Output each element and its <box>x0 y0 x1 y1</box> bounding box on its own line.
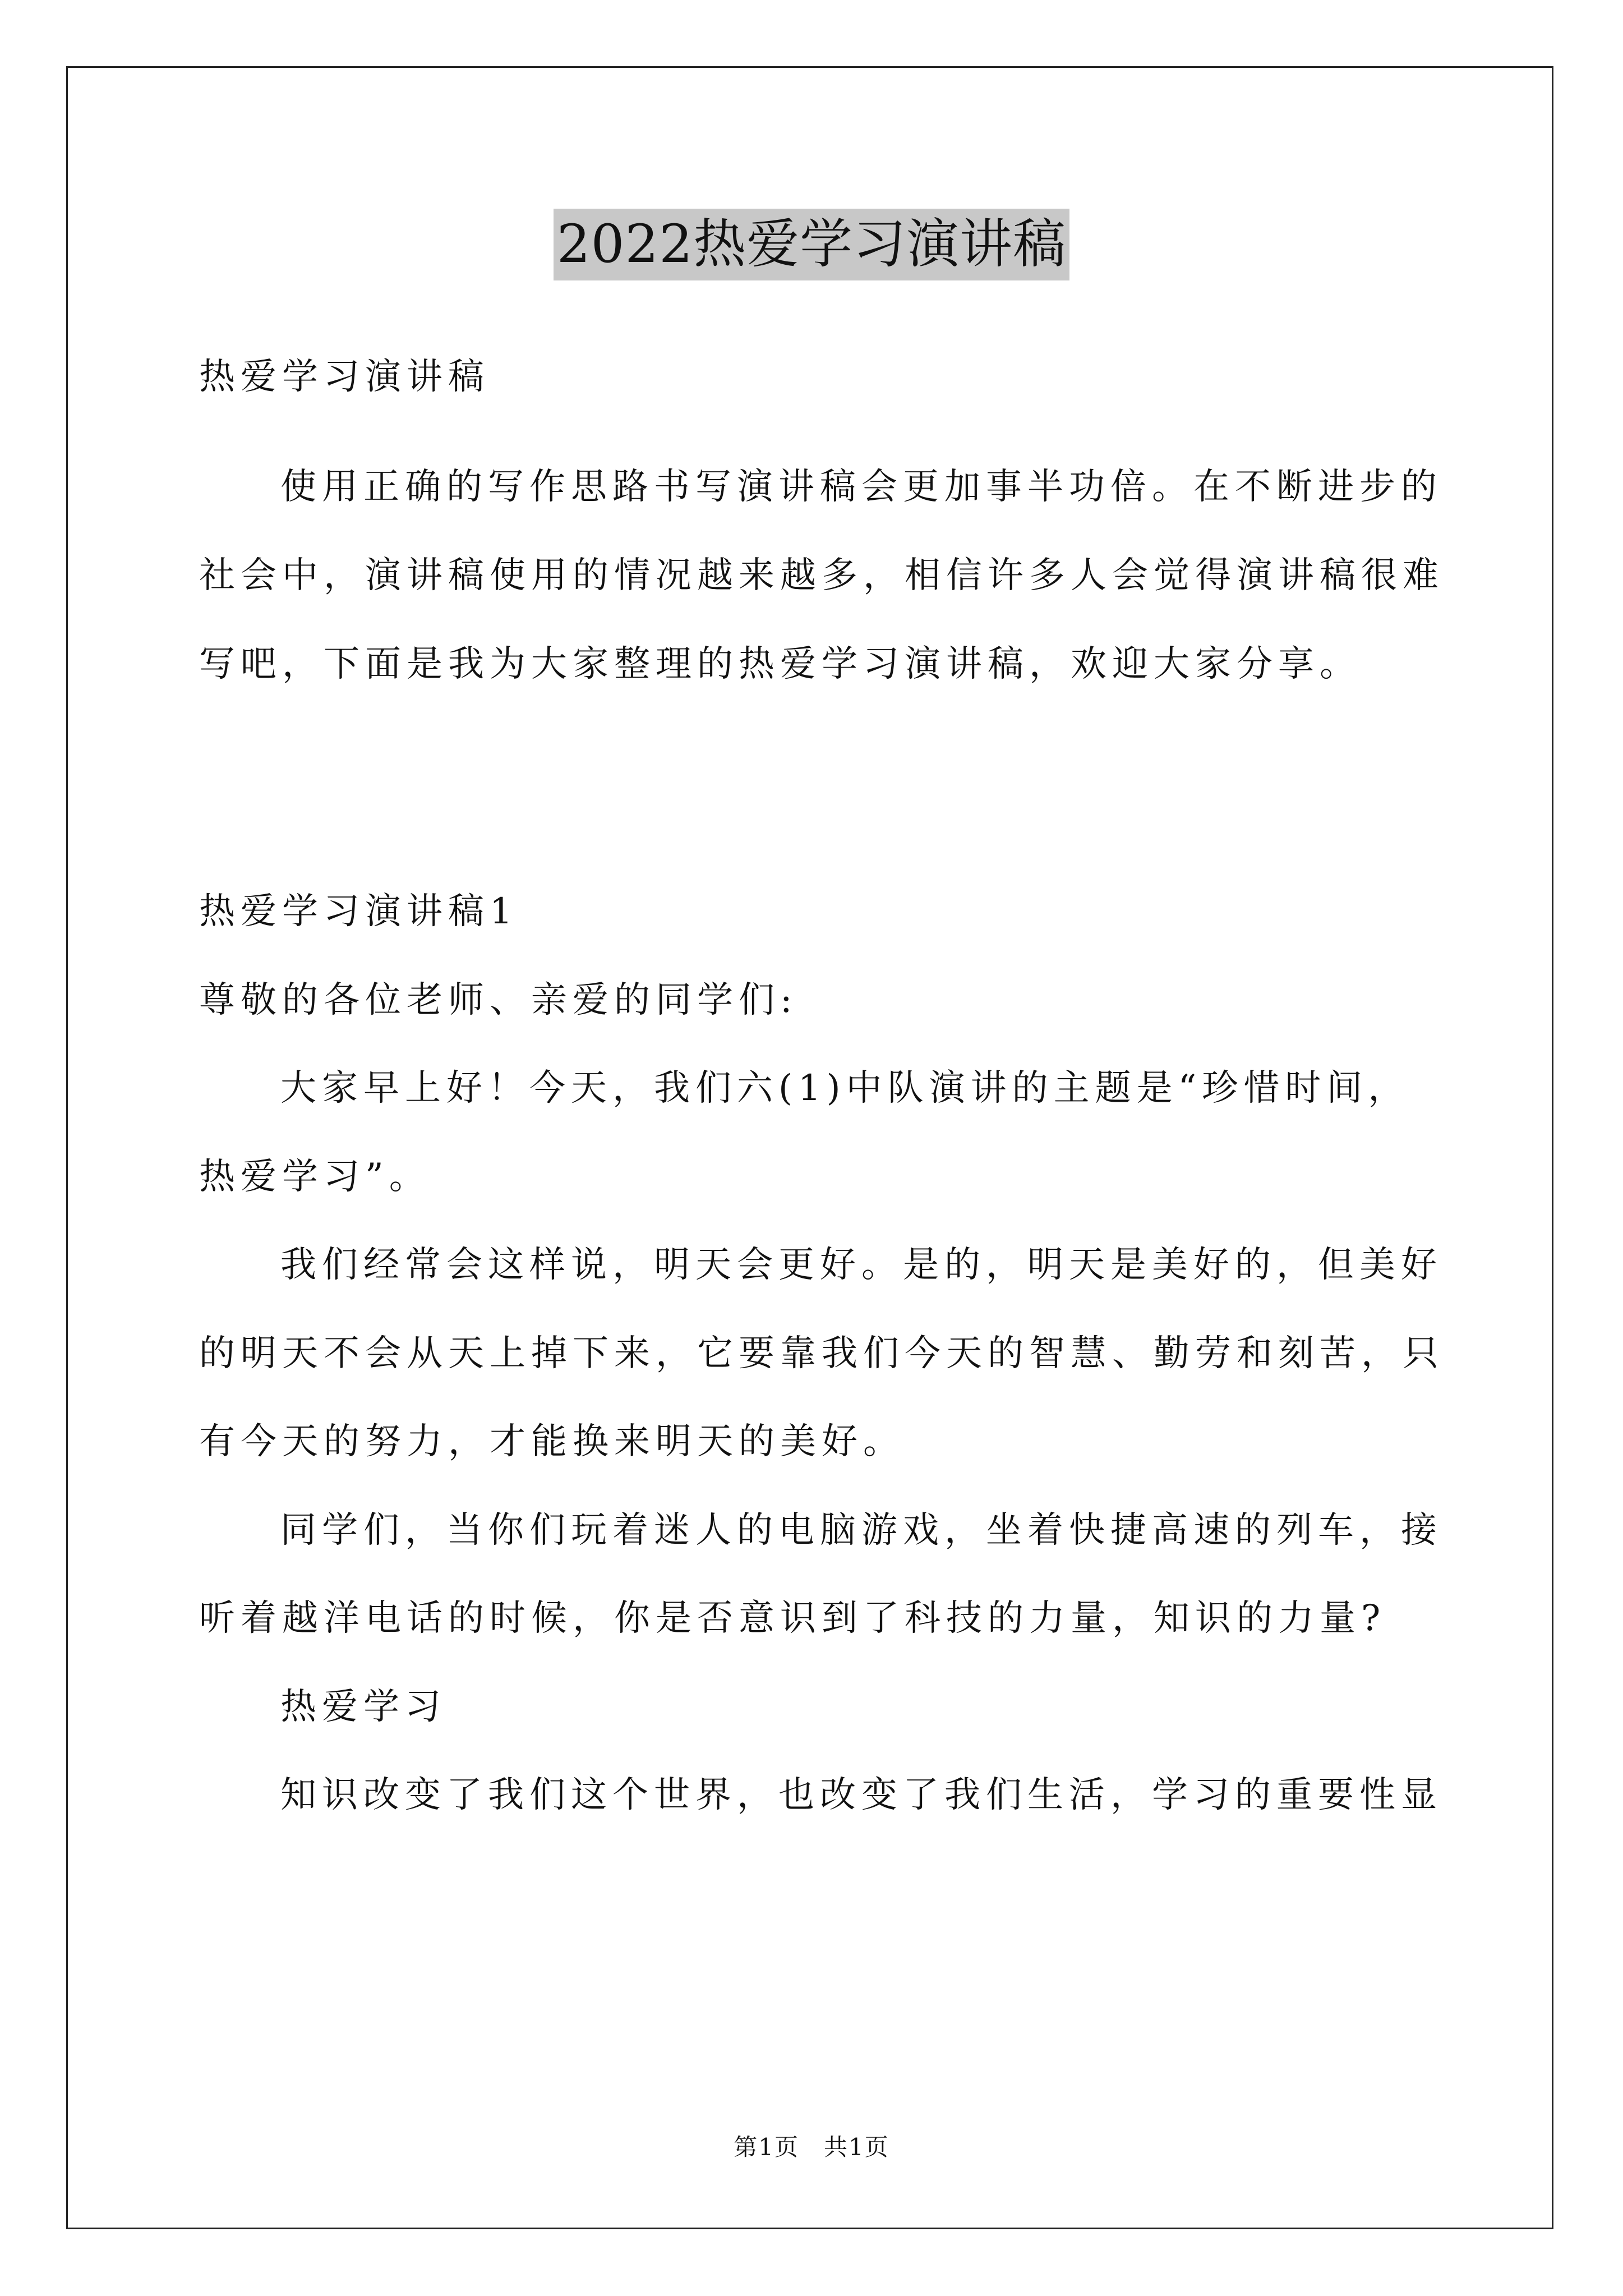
paragraph-line: 知识改变了我们这个世界，也改变了我们生活，学习的重要性显 <box>280 1774 1442 1816</box>
title-container <box>0 209 1623 280</box>
section-heading: 热爱学习演讲稿1 <box>199 891 518 932</box>
paragraph-line: 我们经常会这样说，明天会更好。是的，明天是美好的，但美好 <box>280 1244 1442 1286</box>
page-footer: 第1页 共1页 <box>734 2133 889 2161</box>
paragraph-line: 使用正确的写作思路书写演讲稿会更加事半功倍。在不断进步的 <box>280 466 1442 508</box>
paragraph-line: 有今天的努力，才能换来明天的美好。 <box>199 1421 905 1462</box>
paragraph-line: 社会中，演讲稿使用的情况越来越多，相信许多人会觉得演讲稿很难 <box>199 555 1444 596</box>
paragraph-line: 大家早上好！今天，我们六(1)中队演讲的主题是“珍惜时间， <box>280 1068 1410 1109</box>
paragraph-line: 同学们，当你们玩着迷人的电脑游戏，坐着快捷高速的列车，接 <box>280 1510 1442 1551</box>
paragraph-line: 的明天不会从天上掉下来，它要靠我们今天的智慧、勤劳和刻苦，只 <box>199 1333 1444 1374</box>
paragraph-line: 热爱学习 <box>280 1686 446 1728</box>
paragraph-line: 听着越洋电话的时候，你是否意识到了科技的力量，知识的力量? <box>199 1598 1386 1639</box>
subtitle-line: 热爱学习演讲稿 <box>199 356 490 398</box>
paragraph-line: 热爱学习”。 <box>199 1156 431 1198</box>
paragraph-line: 写吧，下面是我为大家整理的热爱学习演讲稿，欢迎大家分享。 <box>199 643 1361 685</box>
salutation-line: 尊敬的各位老师、亲爱的同学们: <box>199 979 798 1021</box>
document-title: 2022热爱学习演讲稿 <box>554 209 1069 280</box>
